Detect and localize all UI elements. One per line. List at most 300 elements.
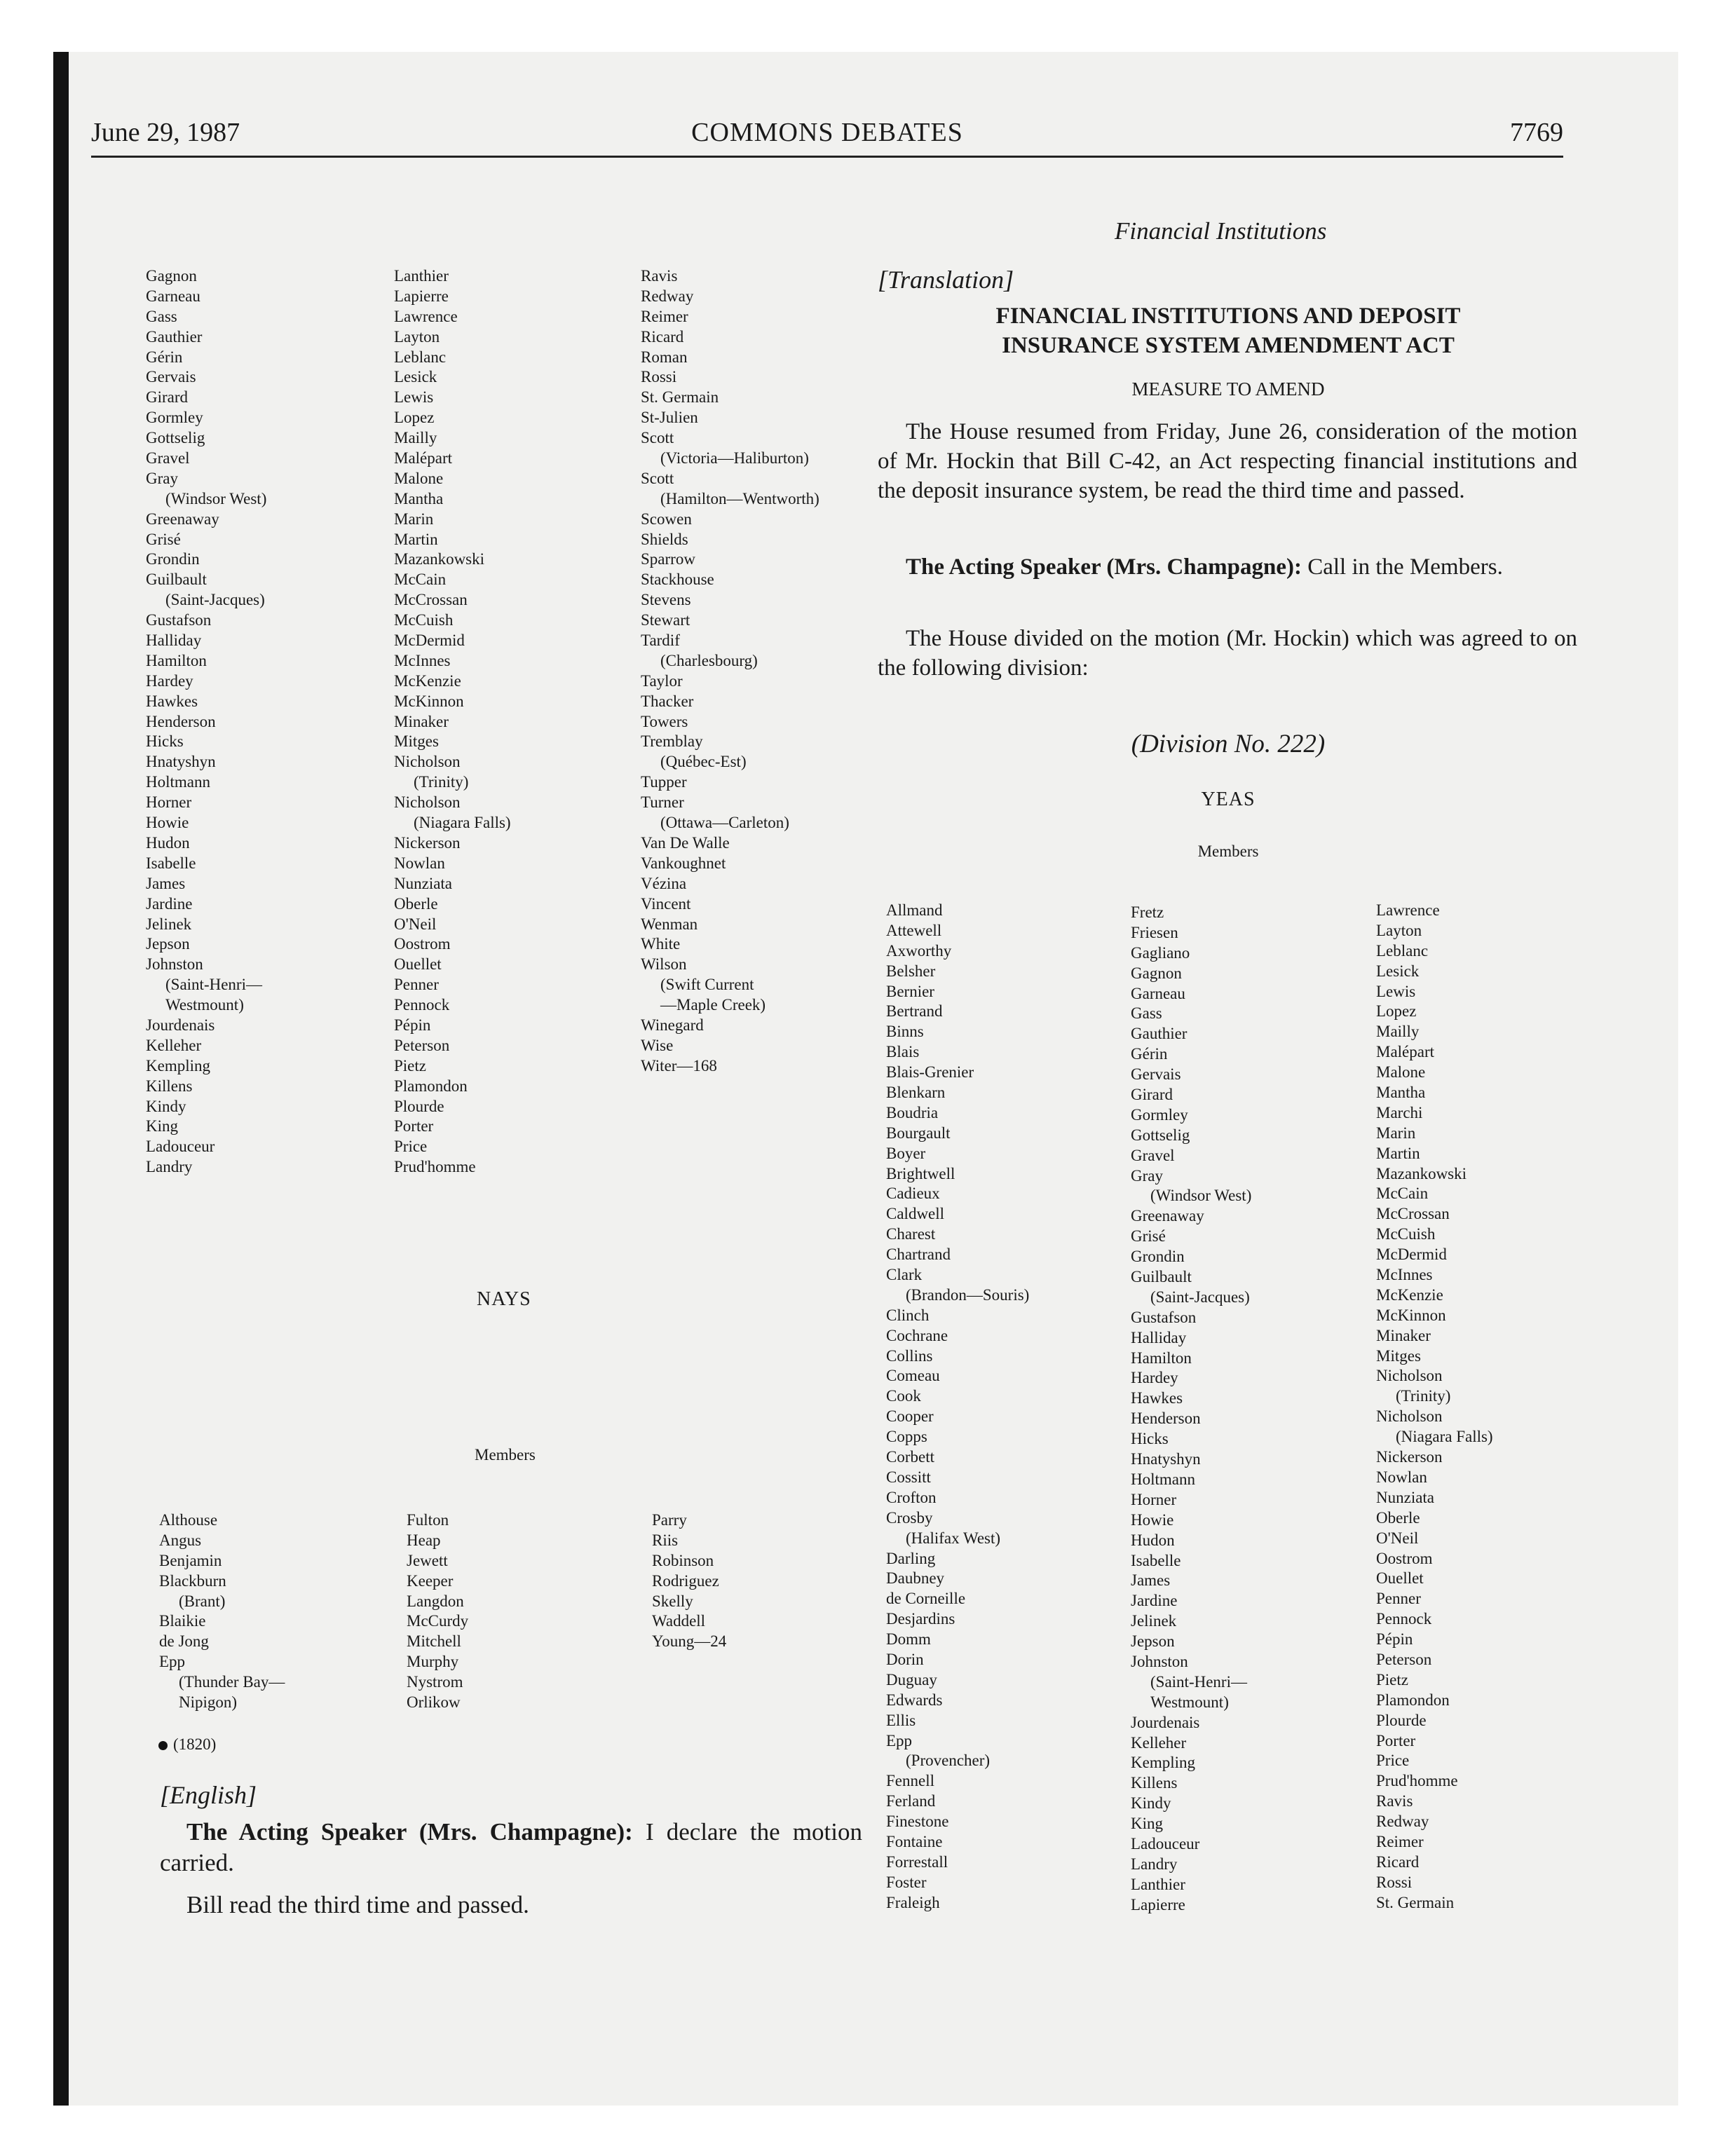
member-name: Tremblay xyxy=(641,732,703,751)
member-name: Ravis xyxy=(1376,1792,1413,1810)
member-name: Nowlan xyxy=(394,854,445,872)
yeas-continued-column-2 xyxy=(394,266,511,1178)
member-name: de Jong xyxy=(159,1632,209,1651)
member-name: Mitges xyxy=(1376,1346,1421,1365)
riding-name: (Trinity) xyxy=(1396,1387,1451,1405)
member-name: Guilbault xyxy=(1131,1268,1192,1286)
member-name: James xyxy=(1131,1571,1171,1590)
member-name: Henderson xyxy=(146,712,216,730)
member-name: Martin xyxy=(1376,1144,1420,1162)
member-name: Jourdenais xyxy=(1131,1713,1200,1731)
member-name: Ouellet xyxy=(394,955,442,974)
yeas-heading: YEAS xyxy=(1201,789,1256,810)
member-name: Girard xyxy=(1131,1086,1173,1104)
member-name: Plamondon xyxy=(1376,1691,1450,1709)
member-name: Malépart xyxy=(394,449,453,468)
member-name: Bernier xyxy=(886,982,934,1000)
member-name: Tardif xyxy=(641,632,680,650)
yeas-column-3 xyxy=(1376,901,1493,1913)
riding-name: (Thunder Bay— xyxy=(179,1673,285,1691)
member-name: Nipigon) xyxy=(179,1693,238,1712)
member-name: Stackhouse xyxy=(641,571,714,589)
member-name: Price xyxy=(394,1138,428,1156)
member-name: Redway xyxy=(1376,1813,1429,1831)
member-name: Hudon xyxy=(146,833,190,852)
member-name: Hardey xyxy=(146,671,193,690)
section-title xyxy=(878,301,1579,360)
member-name: Halliday xyxy=(1131,1328,1187,1346)
member-name: Crosby xyxy=(886,1508,933,1527)
member-name: Garneau xyxy=(146,287,200,305)
member-name: Oostrom xyxy=(394,935,451,953)
member-name: Ravis xyxy=(641,267,678,285)
member-name: Allmand xyxy=(886,901,943,919)
riding-name: (Saint-Jacques) xyxy=(1150,1288,1250,1306)
speaker-text-right: Call in the Members. xyxy=(1301,554,1503,580)
member-name: Ladouceur xyxy=(1131,1834,1200,1853)
member-name: Marin xyxy=(1376,1124,1416,1142)
member-name: Epp xyxy=(159,1653,186,1671)
member-name: Fretz xyxy=(1131,903,1164,921)
member-name: Hicks xyxy=(146,732,184,751)
yeas-continued-column-1 xyxy=(146,266,266,1178)
member-name: Jepson xyxy=(146,935,190,953)
member-name: Gauthier xyxy=(146,327,203,346)
member-name: Kelleher xyxy=(1131,1733,1187,1752)
member-name: Blais xyxy=(886,1043,920,1061)
english-tag: [English] xyxy=(160,1781,257,1809)
member-name: Lesick xyxy=(394,368,437,386)
closing-paragraph xyxy=(160,1817,862,1878)
member-name: Pépin xyxy=(394,1016,431,1034)
member-name: Hicks xyxy=(1131,1430,1169,1448)
member-name: Althouse xyxy=(159,1511,218,1529)
member-name: Isabelle xyxy=(1131,1551,1181,1569)
member-name: McCuish xyxy=(1376,1225,1436,1243)
member-name: Prud'homme xyxy=(1376,1772,1458,1790)
member-name: Fulton xyxy=(407,1511,449,1529)
member-name: Pennock xyxy=(1376,1610,1432,1628)
member-name: Nunziata xyxy=(1376,1488,1435,1506)
member-name: Young—24 xyxy=(652,1632,727,1651)
member-name: Gravel xyxy=(146,449,190,468)
member-name: Mantha xyxy=(1376,1084,1426,1102)
riding-name: (Saint-Henri— xyxy=(1150,1672,1247,1691)
member-name: Copps xyxy=(886,1428,927,1446)
member-name: Mantha xyxy=(394,489,444,507)
member-name: Minaker xyxy=(1376,1326,1431,1344)
riding-name: (Niagara Falls) xyxy=(414,814,511,832)
member-name: McKenzie xyxy=(394,671,461,690)
member-name: Corbett xyxy=(886,1448,934,1466)
member-name: Hardey xyxy=(1131,1369,1178,1387)
member-name: Caldwell xyxy=(886,1205,945,1223)
member-name: St-Julien xyxy=(641,409,698,427)
member-name: Mazankowski xyxy=(394,550,485,568)
member-name: Gervais xyxy=(1131,1065,1181,1084)
member-name: Riis xyxy=(652,1531,679,1549)
member-name: Nystrom xyxy=(407,1673,463,1691)
member-name: Van De Walle xyxy=(641,833,730,852)
member-name: Vankoughnet xyxy=(641,854,726,872)
member-name: Lapierre xyxy=(394,287,449,305)
member-name: Blais-Grenier xyxy=(886,1063,974,1082)
member-name: Darling xyxy=(886,1549,936,1567)
member-name: Wilson xyxy=(641,955,687,974)
member-name: Heap xyxy=(407,1531,441,1549)
member-name: Boudria xyxy=(886,1103,939,1121)
member-name: Mitchell xyxy=(407,1632,461,1651)
member-name: Stevens xyxy=(641,591,691,609)
member-name: Desjardins xyxy=(886,1610,955,1628)
speaker-name-right: The Acting Speaker (Mrs. Champagne): xyxy=(906,554,1302,580)
member-name: Mazankowski xyxy=(1376,1164,1467,1182)
member-name: Orlikow xyxy=(407,1693,461,1712)
riding-name: (Provencher) xyxy=(906,1752,991,1770)
member-name: Wise xyxy=(641,1036,674,1054)
member-name: Malone xyxy=(1376,1063,1426,1082)
member-name: Wenman xyxy=(641,915,698,933)
member-name: Gray xyxy=(146,469,178,487)
member-name: Horner xyxy=(1131,1490,1177,1508)
member-name: McInnes xyxy=(1376,1266,1433,1284)
member-name: Lapierre xyxy=(1131,1895,1185,1913)
yeas-column-2 xyxy=(1131,903,1251,1916)
riding-name: (Niagara Falls) xyxy=(1396,1428,1493,1446)
riding-name: (Swift Current xyxy=(660,976,754,994)
member-name: King xyxy=(146,1117,178,1135)
page-header xyxy=(91,115,1563,158)
member-name: Malépart xyxy=(1376,1043,1435,1061)
member-name: O'Neil xyxy=(1376,1529,1419,1547)
member-name: Gustafson xyxy=(1131,1308,1197,1326)
member-name: Waddell xyxy=(652,1612,706,1630)
member-name: McCain xyxy=(1376,1185,1429,1203)
member-name: Rodriguez xyxy=(652,1571,719,1590)
member-name: Cochrane xyxy=(886,1326,948,1344)
nays-members-label: Members xyxy=(475,1446,536,1464)
member-name: Ferland xyxy=(886,1792,936,1810)
member-name: Nunziata xyxy=(394,874,453,892)
member-name: McCrossan xyxy=(394,591,468,609)
member-name: Gass xyxy=(146,307,177,325)
member-name: Redway xyxy=(641,287,694,305)
yeas-continued-column-3 xyxy=(641,266,819,1077)
member-name: McKinnon xyxy=(1376,1306,1446,1324)
member-name: Nickerson xyxy=(394,833,461,852)
member-name: Hawkes xyxy=(1131,1389,1183,1407)
member-name: Martin xyxy=(394,530,438,548)
member-name: Holtmann xyxy=(146,773,210,791)
member-name: Hudon xyxy=(1131,1531,1175,1549)
member-name: Clark xyxy=(886,1266,923,1284)
member-name: Thacker xyxy=(641,692,694,710)
riding-name: —Maple Creek) xyxy=(660,996,766,1014)
member-name: Porter xyxy=(1376,1731,1416,1749)
member-name: Friesen xyxy=(1131,923,1178,941)
member-name: Scott xyxy=(641,429,674,447)
resumption-paragraph: The House resumed from Friday, June 26, consideration of the motion of Mr. Hockin that Bill C-42, an Act respecting financial institutions and the deposit insurance system, be read the third time and passed. xyxy=(878,419,1577,503)
member-name: Hamilton xyxy=(146,651,207,669)
member-name: Killens xyxy=(146,1077,193,1095)
member-name: Rossi xyxy=(641,368,677,386)
member-name: Guilbault xyxy=(146,571,207,589)
member-name: Henderson xyxy=(1131,1410,1201,1428)
member-name: Hnatyshyn xyxy=(146,753,216,771)
member-name: Lopez xyxy=(1376,1002,1417,1021)
member-name: Gottselig xyxy=(146,429,205,447)
member-name: Boyer xyxy=(886,1144,926,1162)
member-name: Gray xyxy=(1131,1166,1163,1185)
member-name: Grondin xyxy=(146,550,200,568)
member-name: Minaker xyxy=(394,712,449,730)
member-name: Porter xyxy=(394,1117,434,1135)
member-name: Gervais xyxy=(146,368,196,386)
member-name: Gagnon xyxy=(1131,964,1182,982)
member-name: Killens xyxy=(1131,1774,1178,1792)
member-name: Bourgault xyxy=(886,1124,951,1142)
member-name: Greenaway xyxy=(1131,1207,1204,1225)
riding-name: (Windsor West) xyxy=(165,489,267,507)
member-name: Foster xyxy=(886,1873,927,1891)
member-name: Vincent xyxy=(641,894,691,913)
member-name: Gérin xyxy=(146,348,183,366)
member-name: Towers xyxy=(641,712,688,730)
member-name: Angus xyxy=(159,1531,202,1549)
header-title: COMMONS DEBATES xyxy=(691,118,963,147)
member-name: Lesick xyxy=(1376,962,1420,980)
member-name: Landry xyxy=(1131,1855,1178,1873)
member-name: McCain xyxy=(394,571,447,589)
member-name: Roman xyxy=(641,348,688,366)
member-name: Lawrence xyxy=(394,307,458,325)
member-name: Johnston xyxy=(146,955,203,974)
member-name: Horner xyxy=(146,793,192,812)
member-name: Girard xyxy=(146,388,189,407)
member-name: Cooper xyxy=(886,1407,934,1426)
member-name: Halliday xyxy=(146,632,202,650)
member-name: Scowen xyxy=(641,510,692,528)
nays-column-1 xyxy=(159,1510,285,1713)
member-name: McCurdy xyxy=(407,1612,469,1630)
member-name: Turner xyxy=(641,793,684,812)
member-name: Nicholson xyxy=(1376,1367,1443,1385)
member-name: Nicholson xyxy=(394,753,461,771)
member-name: Cook xyxy=(886,1387,921,1405)
member-name: Holtmann xyxy=(1131,1470,1195,1488)
member-name: Grondin xyxy=(1131,1248,1185,1266)
member-name: Peterson xyxy=(394,1036,450,1054)
member-name: Shields xyxy=(641,530,688,548)
member-name: Jardine xyxy=(146,894,193,913)
member-name: Marin xyxy=(394,510,434,528)
measure-subtitle: MEASURE TO AMEND xyxy=(1131,378,1325,400)
member-name: Robinson xyxy=(652,1551,714,1569)
member-name: Bertrand xyxy=(886,1002,943,1021)
member-name: Pépin xyxy=(1376,1630,1413,1649)
member-name: Benjamin xyxy=(159,1551,222,1569)
member-name: Johnston xyxy=(1131,1652,1188,1670)
member-name: Fennell xyxy=(886,1772,934,1790)
running-head: Financial Institutions xyxy=(1115,217,1327,245)
call-members-paragraph xyxy=(878,552,1577,582)
member-name: Westmount) xyxy=(1150,1693,1229,1711)
member-name: Jelinek xyxy=(1131,1612,1177,1630)
member-name: Brightwell xyxy=(886,1164,955,1182)
member-name: Finestone xyxy=(886,1813,949,1831)
yeas-column-1 xyxy=(886,901,1029,1913)
member-name: Westmount) xyxy=(165,996,244,1014)
member-name: Gagliano xyxy=(1131,943,1190,962)
section-title-line-1: FINANCIAL INSTITUTIONS AND DEPOSIT xyxy=(995,303,1461,329)
member-name: de Corneille xyxy=(886,1590,966,1608)
member-name: Hawkes xyxy=(146,692,198,710)
member-name: St. Germain xyxy=(641,388,719,407)
riding-name: (Hamilton—Wentworth) xyxy=(660,489,819,507)
member-name: Blenkarn xyxy=(886,1084,946,1102)
member-name: McCuish xyxy=(394,611,454,629)
member-name: Ricard xyxy=(641,327,684,346)
nays-column-3 xyxy=(652,1510,726,1652)
division-paragraph: The House divided on the motion (Mr. Hockin) which was agreed to on the following division: xyxy=(878,626,1577,681)
member-name: Nickerson xyxy=(1376,1448,1443,1466)
member-name: Taylor xyxy=(641,671,683,690)
member-name: Kindy xyxy=(1131,1794,1171,1813)
member-name: Jelinek xyxy=(146,915,192,933)
member-name: McCrossan xyxy=(1376,1205,1450,1223)
member-name: Fontaine xyxy=(886,1832,943,1850)
member-name: Murphy xyxy=(407,1653,459,1671)
member-name: McKenzie xyxy=(1376,1285,1443,1304)
member-name: Nowlan xyxy=(1376,1468,1427,1486)
member-name: Mailly xyxy=(1376,1023,1420,1041)
member-name: Oostrom xyxy=(1376,1549,1433,1567)
member-name: Peterson xyxy=(1376,1650,1432,1668)
member-name: Kindy xyxy=(146,1097,186,1115)
member-name: St. Germain xyxy=(1376,1893,1455,1911)
member-name: Edwards xyxy=(886,1691,943,1709)
member-name: Witer—168 xyxy=(641,1056,717,1074)
riding-name: (Trinity) xyxy=(414,773,469,791)
bill-passed-line: Bill read the third time and passed. xyxy=(186,1891,529,1918)
member-name: Reimer xyxy=(1376,1832,1424,1850)
member-name: Hamilton xyxy=(1131,1349,1192,1367)
member-name: Crofton xyxy=(886,1488,937,1506)
riding-name: (Québec-Est) xyxy=(660,753,747,771)
member-name: Cossitt xyxy=(886,1468,931,1486)
header-page-number: 7769 xyxy=(1510,118,1563,147)
member-name: Garneau xyxy=(1131,984,1185,1002)
member-name: Gottselig xyxy=(1131,1126,1190,1144)
member-name: McInnes xyxy=(394,651,451,669)
riding-name: (Saint-Henri— xyxy=(165,976,262,994)
member-name: Plamondon xyxy=(394,1077,468,1095)
member-name: McKinnon xyxy=(394,692,464,710)
riding-name: (Saint-Jacques) xyxy=(165,591,265,609)
member-name: Clinch xyxy=(886,1306,930,1324)
member-name: Gass xyxy=(1131,1004,1162,1023)
member-name: Dorin xyxy=(886,1650,924,1668)
member-name: Langdon xyxy=(407,1592,464,1610)
member-name: Skelly xyxy=(652,1592,693,1610)
bullet-icon xyxy=(158,1741,168,1750)
member-name: Kelleher xyxy=(146,1036,202,1054)
member-name: Leblanc xyxy=(394,348,447,366)
member-name: White xyxy=(641,935,681,953)
member-name: Nicholson xyxy=(394,793,461,812)
member-name: James xyxy=(146,874,186,892)
member-name: Pietz xyxy=(1376,1670,1408,1688)
member-name: Plourde xyxy=(394,1097,444,1115)
member-name: Lewis xyxy=(394,388,434,407)
member-name: Landry xyxy=(146,1158,193,1176)
yeas-members-label: Members xyxy=(1197,842,1259,860)
member-name: McDermid xyxy=(394,632,465,650)
member-name: Gormley xyxy=(146,409,203,427)
member-name: King xyxy=(1131,1815,1163,1833)
riding-name: (Victoria—Haliburton) xyxy=(660,449,809,468)
member-name: Marchi xyxy=(1376,1103,1423,1121)
member-name: Ricard xyxy=(1376,1853,1420,1871)
member-name: Binns xyxy=(886,1023,924,1041)
header-date: June 29, 1987 xyxy=(91,118,240,147)
member-name: Howie xyxy=(1131,1510,1174,1529)
member-name: Tupper xyxy=(641,773,687,791)
member-name: Forrestall xyxy=(886,1853,948,1871)
riding-name: (Windsor West) xyxy=(1150,1187,1252,1205)
member-name: Collins xyxy=(886,1346,933,1365)
member-name: Isabelle xyxy=(146,854,196,872)
member-name: Oberle xyxy=(1376,1508,1420,1527)
member-name: Jourdenais xyxy=(146,1016,215,1034)
member-name: O'Neil xyxy=(394,915,437,933)
member-name: Ouellet xyxy=(1376,1569,1424,1588)
member-name: Pietz xyxy=(394,1056,426,1074)
riding-name: (Ottawa—Carleton) xyxy=(660,814,789,832)
member-name: Keeper xyxy=(407,1571,454,1590)
member-name: Attewell xyxy=(886,921,942,939)
member-name: Plourde xyxy=(1376,1711,1427,1729)
member-name: Gérin xyxy=(1131,1045,1168,1063)
member-name: Grisé xyxy=(146,530,181,548)
member-name: Lawrence xyxy=(1376,901,1440,919)
member-name: Daubney xyxy=(886,1569,945,1588)
member-name: Scott xyxy=(641,469,674,487)
member-name: Gustafson xyxy=(146,611,212,629)
member-name: Ladouceur xyxy=(146,1138,215,1156)
translation-tag: [Translation] xyxy=(878,266,1014,294)
member-name: Howie xyxy=(146,814,189,832)
member-name: Jewett xyxy=(407,1551,448,1569)
member-name: Kempling xyxy=(146,1056,210,1074)
member-name: Leblanc xyxy=(1376,941,1429,960)
member-name: Malone xyxy=(394,469,444,487)
member-name: Layton xyxy=(1376,921,1422,939)
member-name: Oberle xyxy=(394,894,438,913)
member-name: Greenaway xyxy=(146,510,219,528)
speaker-text: I declare the motion carried. xyxy=(160,1818,862,1876)
time-marker xyxy=(158,1735,216,1754)
member-name: Lanthier xyxy=(1131,1875,1185,1893)
member-name: Gagnon xyxy=(146,267,197,285)
member-name: Chartrand xyxy=(886,1246,951,1264)
member-name: Penner xyxy=(1376,1590,1421,1608)
division-number: (Division No. 222) xyxy=(1131,730,1326,758)
member-name: Sparrow xyxy=(641,550,695,568)
section-title-line-2: INSURANCE SYSTEM AMENDMENT ACT xyxy=(1002,333,1455,358)
member-name: McDermid xyxy=(1376,1246,1447,1264)
member-name: Duguay xyxy=(886,1670,937,1688)
